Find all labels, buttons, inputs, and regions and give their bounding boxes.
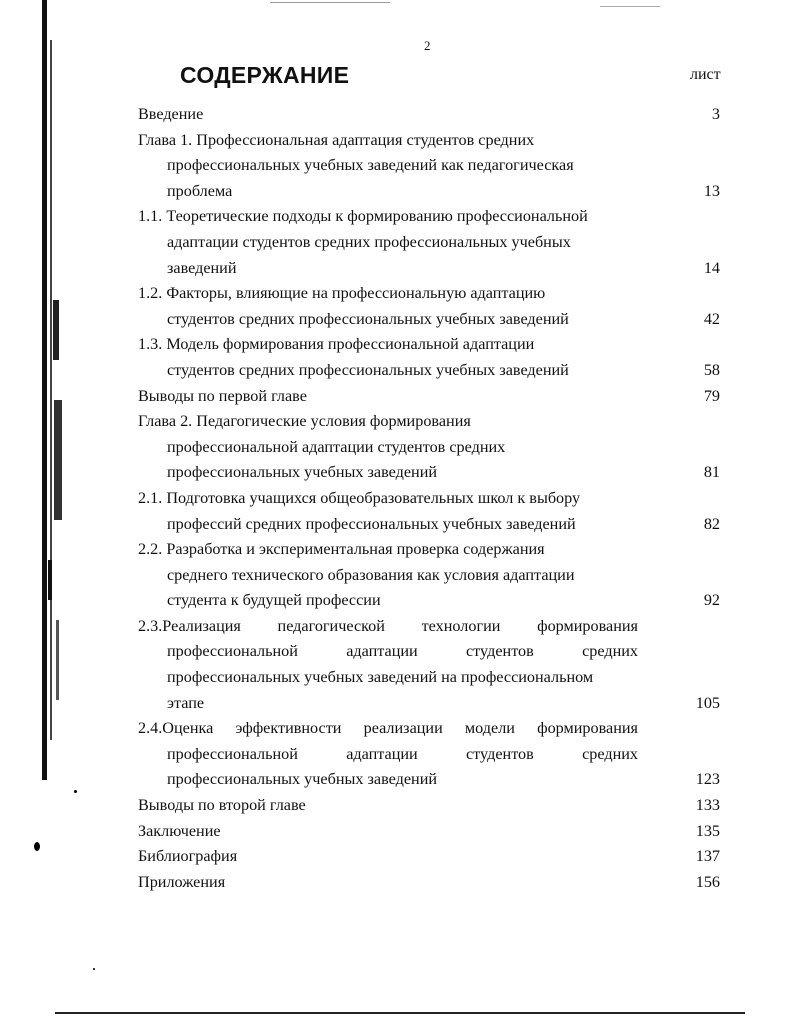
toc-entry-title: Выводы по второй главе (138, 796, 306, 815)
toc-entry-continuation: среднего технического образования как условия адаптации (167, 565, 575, 584)
toc-entry-title: 1.1. Теоретические подходы к формированию профессиональной (138, 207, 588, 226)
table-of-contents (138, 102, 720, 895)
toc-entry-title: Библиография (138, 847, 238, 866)
toc-page-number: 156 (695, 872, 720, 891)
toc-page-number: 13 (703, 181, 720, 200)
toc-entry (138, 819, 720, 845)
toc-entry-title: 2.3.Реализация педагогической технологии формирования (138, 616, 638, 635)
toc-entry-title: 2.2. Разработка и экспериментальная проверка содержания (138, 540, 545, 559)
toc-entry (138, 128, 720, 205)
scan-speck (74, 790, 77, 793)
toc-entry (138, 409, 720, 486)
toc-entry (138, 793, 720, 819)
toc-entry-continuation: заведений (167, 258, 237, 277)
sheet-column-label: лист (690, 66, 721, 83)
toc-entry-title: Введение (138, 105, 204, 123)
toc-page-number: 58 (703, 360, 720, 379)
toc-entry (138, 332, 720, 383)
toc-page-number: 42 (703, 309, 720, 328)
scan-top-line-2 (600, 6, 660, 7)
toc-entry-continuation: адаптации студентов средних профессиональных учебных (167, 232, 571, 251)
toc-entry (138, 870, 720, 896)
toc-page-number: 81 (703, 463, 720, 482)
toc-entry-continuation: профессиональных учебных заведений как педагогическая (167, 156, 574, 175)
scan-binding-edge (38, 0, 68, 780)
scan-speck (93, 968, 95, 970)
toc-entry-title: 2.1. Подготовка учащихся общеобразовательных школ к выбору (138, 488, 581, 507)
toc-entry-continuation: студента к будущей профессии (167, 591, 381, 610)
toc-entry (138, 537, 720, 614)
toc-page-number: 135 (695, 821, 720, 840)
toc-page-number: 82 (703, 514, 720, 533)
toc-page-number: 14 (703, 258, 720, 277)
toc-entry-continuation: этапе (167, 693, 205, 712)
scan-top-line (270, 2, 390, 3)
toc-page-number: 123 (695, 770, 720, 789)
toc-entry (138, 614, 720, 716)
toc-entry (138, 102, 720, 128)
toc-entry (138, 486, 720, 537)
toc-page-number: 3 (711, 105, 720, 123)
toc-page-number: 133 (695, 796, 720, 815)
toc-page-number: 92 (703, 591, 720, 610)
toc-entry-continuation: проблема (167, 181, 233, 200)
toc-entry-continuation: профессий средних профессиональных учебных заведений (167, 514, 576, 533)
toc-entry-title: 1.2. Факторы, влияющие на профессиональную адаптацию (138, 284, 546, 303)
toc-entry-continuation: профессиональной адаптации студентов средних (167, 642, 638, 661)
toc-entry (138, 204, 720, 281)
toc-entry-title: 1.3. Модель формирования профессиональной адаптации (138, 335, 535, 354)
toc-entry-continuation: профессиональной адаптации студентов средних (167, 437, 506, 456)
toc-entry-continuation: профессиональной адаптации студентов средних (167, 744, 638, 763)
toc-entry-continuation: профессиональных учебных заведений (167, 770, 438, 789)
toc-entry (138, 384, 720, 410)
scan-speck (34, 842, 40, 851)
toc-entry-title: Заключение (138, 821, 221, 840)
toc-entry-continuation: профессиональных учебных заведений на профессиональном (167, 668, 594, 687)
page-number: 2 (424, 38, 431, 53)
toc-entry-continuation: студентов средних профессиональных учебных заведений (167, 360, 569, 379)
toc-entry (138, 716, 720, 793)
toc-entry-title: Глава 2. Педагогические условия формирования (138, 412, 471, 431)
scan-bottom-line (55, 1012, 745, 1014)
toc-entry (138, 281, 720, 332)
page-title: СОДЕРЖАНИЕ (180, 62, 350, 88)
toc-entry-title: Глава 1. Профессиональная адаптация студентов средних (138, 130, 535, 149)
toc-page-number: 137 (695, 847, 720, 866)
toc-entry-title: Приложения (138, 872, 226, 891)
toc-entry (138, 844, 720, 870)
toc-entry-continuation: студентов средних профессиональных учебных заведений (167, 309, 569, 328)
toc-entry-title: Выводы по первой главе (138, 386, 307, 405)
toc-page-number: 79 (703, 386, 720, 405)
toc-page-number: 105 (695, 693, 720, 712)
toc-entry-continuation: профессиональных учебных заведений (167, 463, 438, 482)
toc-entry-title: 2.4.Оценка эффективности реализации модели формирования (138, 719, 638, 738)
